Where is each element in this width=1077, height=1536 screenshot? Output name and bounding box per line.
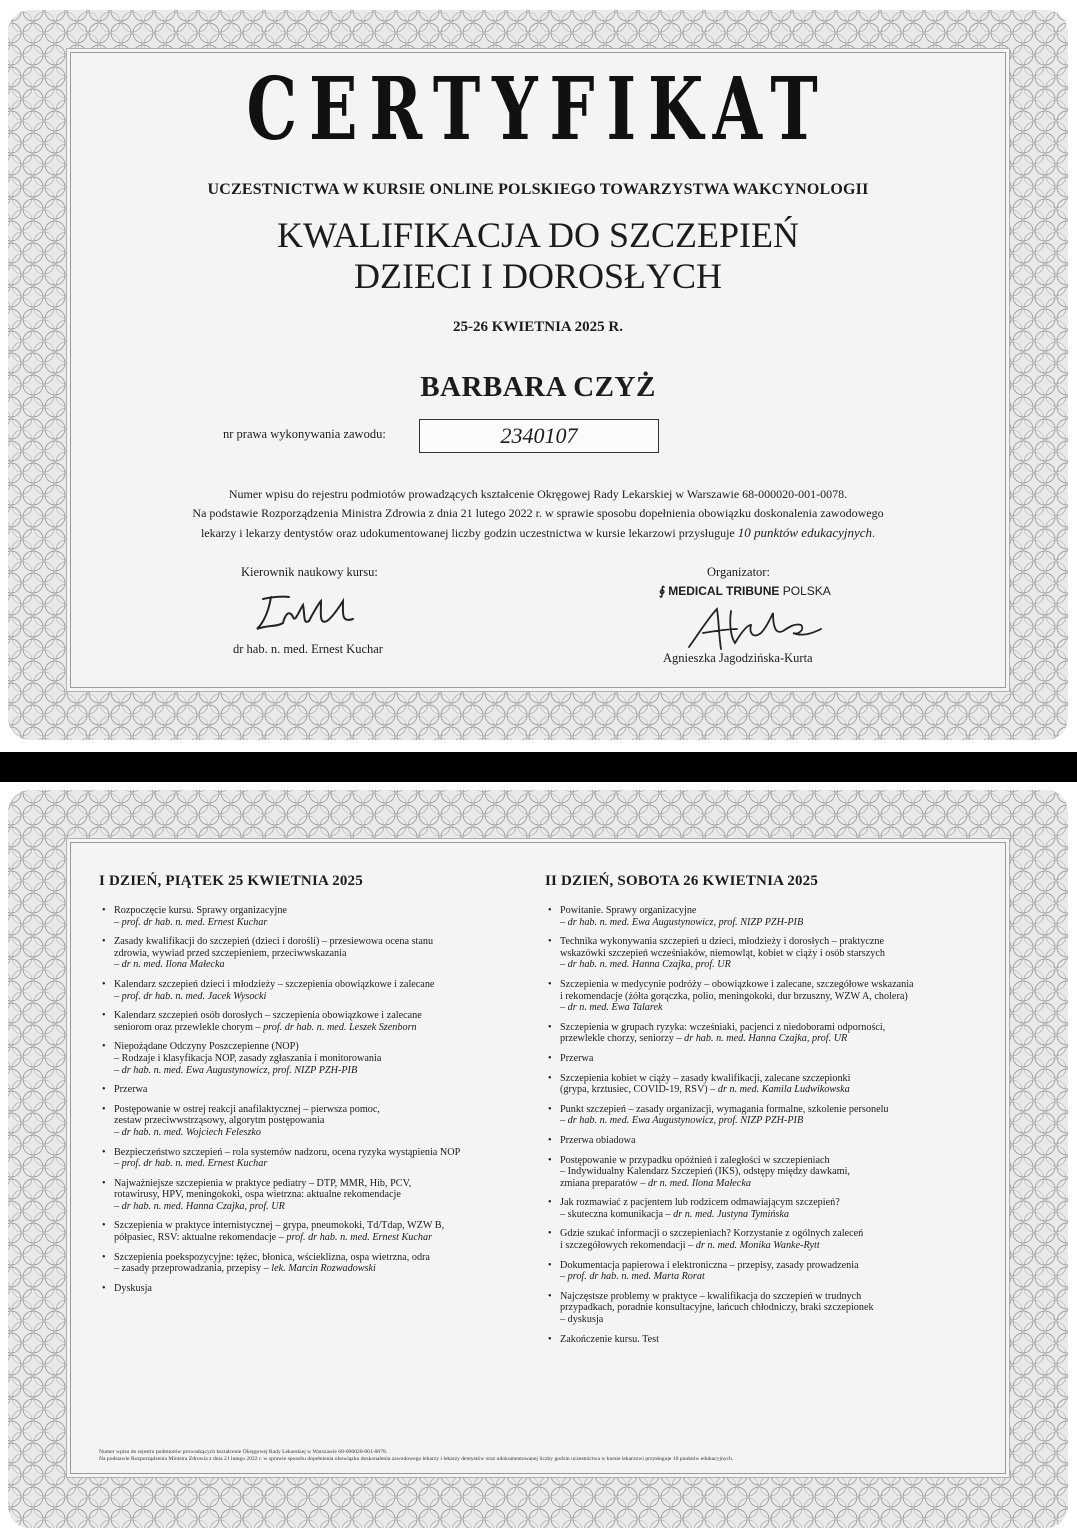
program-panel bbox=[70, 842, 1006, 1474]
agenda-item bbox=[545, 1135, 975, 1147]
agenda-speaker: dr n. med. Ilona Małecka bbox=[647, 1177, 751, 1189]
agenda-item-text: Technika wykonywania szczepień u dzieci, młodzieży i dorosłych – praktyczne bbox=[560, 936, 885, 948]
agenda-speaker: lek. Marcin Rozwadowski bbox=[271, 1263, 376, 1275]
agenda-item bbox=[545, 1260, 975, 1283]
agenda-item-text: zdrowia, wywiad przed szczepieniem, przeciwwskazania bbox=[114, 947, 347, 959]
agenda-speaker: – prof. dr hab. n. med. Ernest Kuchar bbox=[114, 1158, 268, 1170]
day2-agenda bbox=[545, 905, 975, 1345]
agenda-item bbox=[545, 905, 975, 928]
agenda-speaker: – dr hab. n. med. Wojciech Feleszko bbox=[114, 1126, 262, 1138]
agenda-item-text: Rozpoczęcie kursu. Sprawy organizacyjne bbox=[114, 905, 287, 916]
logo-text-bold: MEDICAL TRIBUNE bbox=[668, 584, 780, 598]
agenda-speaker: – prof. dr hab. n. med. Marta Rorat bbox=[560, 1271, 705, 1283]
agenda-speaker: dr hab. n. med. Hanna Czajka, prof. UR bbox=[684, 1033, 848, 1045]
agenda-speaker: dr n. med. Justyna Tymińska bbox=[673, 1208, 789, 1220]
organizer-name: Agnieszka Jagodzińska-Kurta bbox=[663, 651, 813, 665]
agenda-item-text: Najczęstsze problemy w praktyce – kwalifikacja do szczepień w trudnych bbox=[560, 1290, 862, 1302]
agenda-item bbox=[545, 1334, 975, 1346]
agenda-item-text: Punkt szczepień – zasady organizacji, wymagania formalne, szkolenie personelu bbox=[560, 1103, 889, 1115]
agenda-item-text: Zakończenie kursu. Test bbox=[560, 1333, 659, 1345]
legal-text bbox=[101, 485, 975, 543]
agenda-item-text: Szczepienia kobiet w ciąży – zasady kwalifikacji, zalecane szczepionki bbox=[560, 1072, 851, 1084]
agenda-item bbox=[99, 1220, 511, 1243]
legal-line1: Numer wpisu do rejestru podmiotów prowadzących kształcenie Okręgowej Rady Lekarskiej w Warszawie 68-000020-001-0078. bbox=[228, 487, 848, 501]
agenda-speaker: – dr hab. n. med. Ewa Augustynowicz, prof. NIZP PZH-PIB bbox=[560, 1115, 804, 1127]
organizer-label: Organizator: bbox=[707, 565, 770, 579]
agenda-item bbox=[99, 1041, 511, 1076]
legal-points: 10 punktów edukacyjnych bbox=[737, 525, 873, 540]
agenda-item bbox=[99, 1147, 511, 1170]
agenda-item-text: Przerwa bbox=[560, 1052, 594, 1064]
certificate-panel bbox=[70, 52, 1006, 688]
agenda-item bbox=[545, 1022, 975, 1045]
course-dates: 25-26 KWIETNIA 2025 R. bbox=[452, 319, 624, 335]
license-label: nr prawa wykonywania zawodu: bbox=[223, 427, 386, 441]
day1-heading: I DZIEŃ, PIĄTEK 25 KWIETNIA 2025 bbox=[99, 873, 363, 889]
agenda-item-text: Gdzie szukać informacji o szczepieniach? Korzystanie z ogólnych zaleceń bbox=[560, 1228, 864, 1240]
agenda-item-text: przypadkach, poradnie konsultacyjne, łańcuch chłodniczy, braki szczepionek bbox=[560, 1302, 874, 1314]
agenda-item-text: Szczepienia w medycynie podróży – obowiązkowe i zalecane, szczegółowe wskazania bbox=[560, 978, 914, 990]
agenda-item-text: – Rodzaje i klasyfikacja NOP, zasady zgłaszania i monitorowania bbox=[114, 1052, 382, 1064]
agenda-item-text: Zasady kwalifikacji do szczepień (dzieci i dorośli) – przesiewowa ocena stanu bbox=[114, 936, 434, 948]
participant-name: BARBARA CZYŻ bbox=[420, 371, 656, 403]
agenda-item bbox=[99, 979, 511, 1002]
certificate-front-page bbox=[0, 0, 1077, 752]
certificate-title: CERTYFIKAT bbox=[246, 59, 830, 160]
course-title bbox=[71, 215, 1005, 297]
day1-column bbox=[99, 873, 511, 1302]
medical-tribune-logo bbox=[659, 584, 831, 598]
agenda-speaker: prof. dr hab. n. med. Ernest Kuchar bbox=[286, 1232, 433, 1244]
fineprint-line1: Numer wpisu do rejestru podmiotów prowadzących kształcenie Okręgowej Rady Lekarskiej w Warszawie 68-000020-001-0078. bbox=[99, 1449, 388, 1455]
legal-line2: Na podstawie Rozporządzenia Ministra Zdrowia z dnia 21 lutego 2022 r. w sprawie sposobu dopełnienia obowiązku doskonalenia zawodowego bbox=[192, 506, 884, 520]
scientific-director-label: Kierownik naukowy kursu: bbox=[241, 565, 378, 579]
legal-end: . bbox=[872, 526, 876, 540]
agenda-speaker: dr n. med. Monika Wanke-Rytt bbox=[695, 1240, 820, 1252]
agenda-item-text: i rekomendacje (żółta gorączka, polio, meningokoki, dur brzuszny, WZW A, cholera) bbox=[560, 990, 908, 1002]
agenda-speaker: – dr hab. n. med. Ewa Augustynowicz, prof. NIZP PZH-PIB bbox=[114, 1064, 358, 1076]
agenda-item bbox=[99, 1283, 511, 1295]
signature-left-image bbox=[249, 587, 369, 635]
agenda-item bbox=[99, 1084, 511, 1096]
agenda-item-text: Niepożądane Odczyny Poszczepienne (NOP) bbox=[114, 1041, 299, 1053]
agenda-speaker: – dr hab. n. med. Hanna Czajka, prof. UR bbox=[114, 1200, 285, 1212]
agenda-speaker: dr n. med. Kamila Ludwikowska bbox=[717, 1084, 850, 1096]
agenda-item-text: Przerwa obiadowa bbox=[560, 1134, 636, 1146]
agenda-item-text: Przerwa bbox=[114, 1084, 148, 1096]
agenda-item-text: (grypa, krztusiec, COVID-19, RSV) – bbox=[560, 1084, 716, 1096]
agenda-item bbox=[99, 1178, 511, 1213]
agenda-item-text: – Indywidualny Kalendarz Szczepień (IKS), odstępy między dawkami, bbox=[560, 1166, 850, 1178]
agenda-speaker: – dr n. med. Ilona Małecka bbox=[114, 959, 225, 971]
agenda-item-text: – skuteczna komunikacja – bbox=[560, 1208, 671, 1220]
agenda-item-text: Postępowanie w ostrej reakcji anafilaktycznej – pierwsza pomoc, bbox=[114, 1103, 380, 1115]
day1-agenda bbox=[99, 905, 511, 1294]
certificate-subtitle: UCZESTNICTWA W KURSIE ONLINE POLSKIEGO TOWARZYSTWA WAKCYNOLOGII bbox=[207, 181, 869, 198]
agenda-item-text: Szczepienia w grupach ryzyka: wcześniaki, pacjenci z niedoborami odporności, bbox=[560, 1021, 886, 1033]
agenda-item-text: półpasiec, RSV: aktualne rekomendacje – bbox=[114, 1232, 284, 1244]
agenda-item-text: Bezpieczeństwo szczepień – rola systemów nadzoru, ocena ryzyka wystąpienia NOP bbox=[114, 1146, 461, 1158]
agenda-speaker: prof. dr hab. n. med. Leszek Szenborn bbox=[263, 1021, 417, 1033]
agenda-item bbox=[545, 979, 975, 1014]
agenda-item-text: – dyskusja bbox=[560, 1314, 604, 1326]
agenda-item-text: Powitanie. Sprawy organizacyjne bbox=[560, 905, 697, 916]
license-number-field: 2340107 bbox=[419, 419, 659, 453]
agenda-item bbox=[545, 1291, 975, 1326]
legal-line3-text: lekarzy i lekarzy dentystów oraz udokumentowanej liczby godzin uczestnictwa w kursie lekarzowi przysługuje bbox=[200, 526, 735, 540]
agenda-item bbox=[545, 1104, 975, 1127]
agenda-item-text: Najważniejsze szczepienia w praktyce pediatry – DTP, MMR, Hib, PCV, bbox=[114, 1177, 412, 1189]
agenda-item bbox=[99, 1104, 511, 1139]
agenda-item bbox=[545, 936, 975, 971]
agenda-item-text: zestaw przeciwwstrząsowy, algorytm postępowania bbox=[114, 1115, 325, 1127]
scientific-director-name: dr hab. n. med. Ernest Kuchar bbox=[233, 642, 383, 656]
agenda-item-text: Dokumentacja papierowa i elektroniczna – przepisy, zasady prowadzenia bbox=[560, 1259, 859, 1271]
agenda-item bbox=[99, 936, 511, 971]
agenda-speaker: – prof. dr hab. n. med. Jacek Wysocki bbox=[114, 990, 267, 1002]
course-title-line2: DZIECI I DOROSŁYCH bbox=[354, 256, 722, 296]
agenda-speaker: – dr hab. n. med. Ewa Augustynowicz, prof. NIZP PZH-PIB bbox=[560, 916, 804, 928]
agenda-item-text: rotawirusy, HPV, meningokoki, ospa wietrzna: aktualne rekomendacje bbox=[114, 1189, 401, 1201]
fineprint bbox=[99, 1449, 979, 1463]
agenda-item-text: – zasady przeprowadzania, przepisy – bbox=[114, 1263, 269, 1275]
agenda-item bbox=[545, 1155, 975, 1190]
agenda-item-text: Kalendarz szczepień dzieci i młodzieży – szczepienia obowiązkowe i zalecane bbox=[114, 978, 435, 990]
agenda-item bbox=[545, 1053, 975, 1065]
agenda-item-text: Jak rozmawiać z pacjentem lub rodzicem odmawiającym szczepień? bbox=[560, 1197, 840, 1209]
agenda-speaker: – dr n. med. Ewa Talarek bbox=[560, 1002, 663, 1014]
agenda-item-text: Postępowanie w przypadku opóźnień i zaległości w szczepieniach bbox=[560, 1154, 830, 1166]
agenda-item bbox=[99, 905, 511, 928]
legal-line3 bbox=[101, 523, 975, 543]
agenda-item-text: przewlekle chorzy, seniorzy – bbox=[560, 1033, 682, 1045]
agenda-item bbox=[545, 1073, 975, 1096]
agenda-item-text: Szczepienia w praktyce internistycznej – grypa, pneumokoki, Td/Tdap, WZW B, bbox=[114, 1220, 445, 1232]
agenda-item-text: seniorom oraz przewlekle chorym – bbox=[114, 1021, 261, 1033]
signature-right-image bbox=[679, 603, 827, 653]
agenda-speaker: – prof. dr hab. n. med. Ernest Kuchar bbox=[114, 916, 268, 928]
agenda-item bbox=[545, 1228, 975, 1251]
logo-mark-icon: ∮ bbox=[659, 584, 666, 598]
agenda-item-text: Dyskusja bbox=[114, 1282, 152, 1294]
certificate-back-page bbox=[0, 782, 1077, 1536]
agenda-item bbox=[99, 1252, 511, 1275]
agenda-item-text: wskazówki szczepień wcześniaków, niemowląt, kobiet w ciąży i osób starszych bbox=[560, 947, 885, 959]
day2-column bbox=[545, 873, 975, 1353]
fineprint-line2: Na podstawie Rozporządzenia Ministra Zdrowia z dnia 21 lutego 2022 r. w sprawie sposobu dopełnienia obowiązku doskonalenia zawodowego lekarzy i lekarzy dentystów oraz udokumentowanej liczby godzin uczestnictwa w kursie lekarzowi przysługuje 10 punktów edukacyjnych. bbox=[99, 1456, 734, 1462]
agenda-item-text: Szczepienia poekspozycyjne: tężec, błonica, wścieklizna, ospa wietrzna, odra bbox=[114, 1251, 430, 1263]
day2-heading: II DZIEŃ, SOBOTA 26 KWIETNIA 2025 bbox=[545, 873, 819, 889]
agenda-item bbox=[99, 1010, 511, 1033]
agenda-item-text: zmiana preparatów – bbox=[560, 1177, 646, 1189]
agenda-item-text: i szczegółowych rekomendacji – bbox=[560, 1240, 694, 1252]
agenda-item bbox=[545, 1197, 975, 1220]
course-title-line1: KWALIFIKACJA DO SZCZEPIEŃ bbox=[277, 215, 799, 255]
agenda-speaker: – dr hab. n. med. Hanna Czajka, prof. UR bbox=[560, 959, 731, 971]
separator-band bbox=[0, 752, 1077, 782]
agenda-item-text: Kalendarz szczepień osób dorosłych – szczepienia obowiązkowe i zalecane bbox=[114, 1010, 422, 1022]
logo-text-regular: POLSKA bbox=[782, 584, 831, 598]
